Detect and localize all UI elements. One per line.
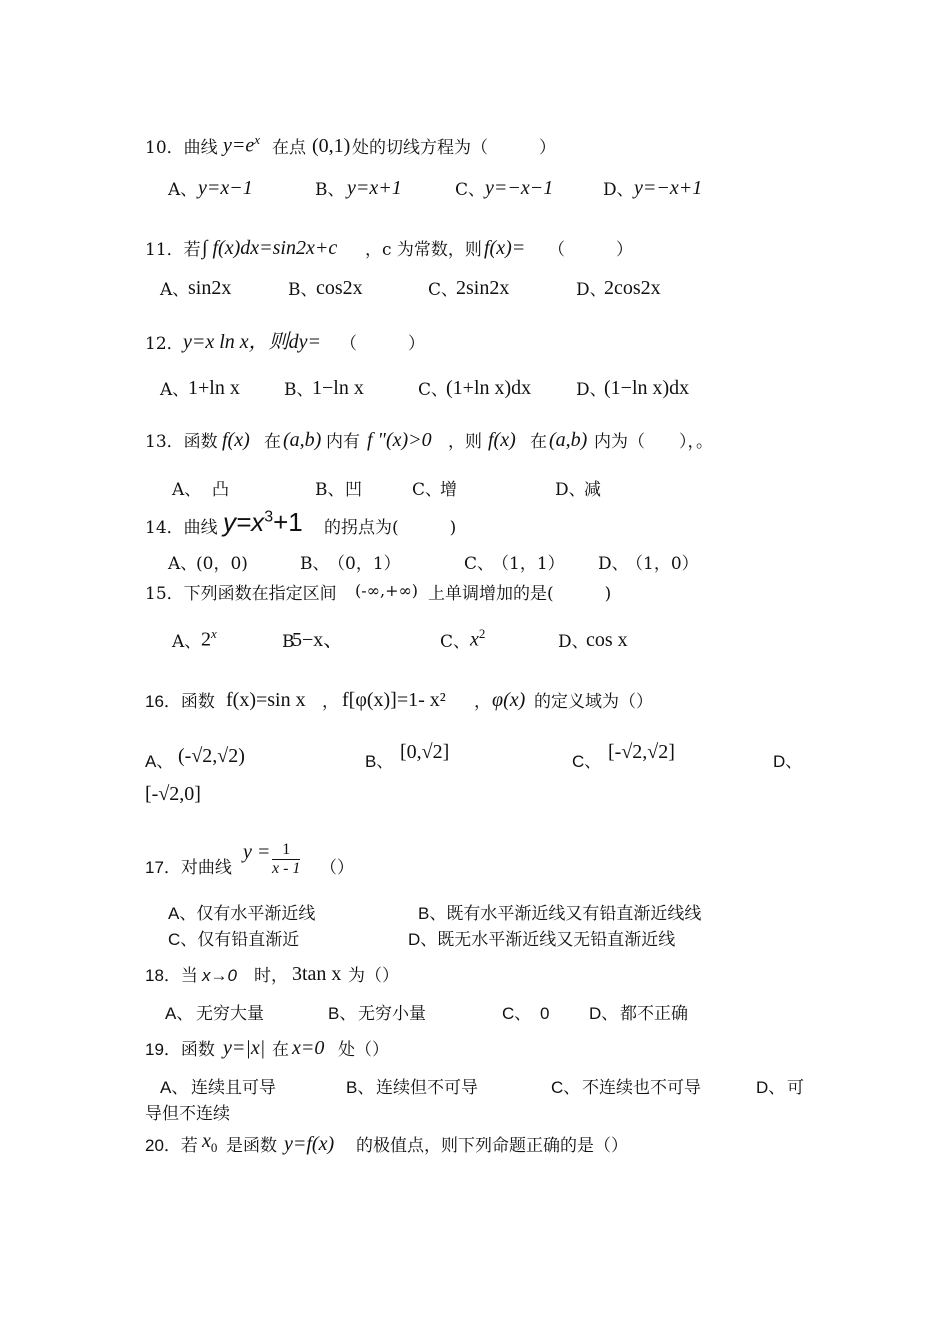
q18-opt-a: 无穷大量 [196,1004,264,1023]
question-14 [0,508,950,544]
q19-wrap [0,1094,950,1130]
q10-opt-c-letter: C、 [455,180,486,200]
q17-options-row2 [0,920,950,956]
q13-t4: 在 [530,432,547,452]
q15-opt-d: cos x [586,629,628,651]
q12-opt-b: 1−ln x [312,377,364,399]
q16-stem: 16．函数 [145,692,215,711]
q18-options [0,994,950,1030]
q13-opt-a: 凸 [212,480,229,500]
q13-t1: 在 [264,432,281,452]
q16-opt-b-letter: B、 [365,752,394,771]
q18-expr2: 3tan x [292,963,342,985]
question-11 [0,230,950,266]
question-12 [0,324,950,360]
q15-opt-c: $x^2$ [470,626,486,651]
q19-opt-c-letter: C、 [551,1078,581,1097]
q11-opt-a: sin2x [188,277,232,299]
q20-mid: 是函数 [226,1136,277,1156]
q11-mid: ，c 为常数，则 [365,240,482,260]
q15-opt-d-letter: D、 [558,632,589,652]
q15-opt-a-letter: A、 [172,632,202,652]
q19-expr: y=|x| [223,1037,266,1059]
q19-opt-c: 不连续也不可导 [582,1078,701,1097]
q18-mid: 时， [254,966,288,986]
q16-opt-d: [-√2,0] [145,783,201,805]
q10-opt-d-letter: D、 [603,180,634,200]
q13-opt-c-letter: C、 [412,480,443,500]
q19-tail: 处（） [338,1040,389,1060]
q13-opt-c: 增 [440,480,457,500]
q17-fraction [272,841,300,878]
q11-opt-c: 2sin2x [456,277,510,299]
q13-stem: 13．函数 [145,432,218,452]
q18-opt-b: 无穷小量 [358,1004,426,1023]
q16-opt-d-letter: D、 [773,752,803,771]
q15-interval: (-∞,+∞) [355,581,419,600]
q11-opt-c-letter: C、 [428,280,459,300]
q14-stem: 14．曲线 [145,518,218,538]
q20-expr: $x_0$ [202,1130,218,1155]
question-10 [0,128,950,164]
q18-opt-c-letter: C、 [502,1004,532,1023]
q14-tail: 的拐点为( ) [324,518,457,538]
q19-opt-b-letter: B、 [346,1078,375,1097]
q13-e5: (a,b) [549,429,588,451]
q17-tail: （） [320,858,354,878]
q16-t1: ， [322,692,339,712]
q11-tail: （ ） [548,240,633,260]
question-20 [0,1126,950,1162]
question-17 [0,840,950,884]
q13-opt-b: 凹 [345,480,362,500]
q15-opt-c-letter: C、 [440,632,471,652]
q13-t2: 内有 [326,432,360,452]
q10-opt-d: y=−x+1 [634,177,703,199]
q12-opt-b-letter: B、 [284,380,314,400]
q17-lhs: y = [243,841,271,863]
question-13 [0,422,950,458]
q19-opt-d-letter: D、 [756,1078,786,1097]
q12-opt-c: (1+ln x)dx [446,377,532,399]
q16-opt-b: [0,√2] [400,741,450,763]
q20-stem: 20．若 [145,1136,198,1155]
q15-tail: 上单调增加的是( ) [428,584,612,604]
q15-opt-a: 2$^x$ [201,626,217,651]
question-16 [0,682,950,718]
q13-t3: ，则 [448,432,482,452]
q19-expr2: x=0 [292,1037,325,1059]
q14-opt-b: （0，1） [328,554,401,574]
q17-opt-b: B、既有水平渐近线又有铅直渐近线线 [418,904,702,923]
q11-opt-d-letter: D、 [576,280,607,300]
q16-t2: ， [474,692,491,712]
q20-expr2: y=f(x) [284,1133,335,1155]
q15-options [0,622,950,658]
question-19 [0,1030,950,1066]
q13-e1: f(x) [222,429,250,451]
q14-opt-b-letter: B、 [300,554,330,574]
q10-point: (0,1) [312,135,351,157]
q14-opt-c: （1，1） [492,554,565,574]
q16-options [0,738,950,778]
q16-e3: φ(x) [492,689,526,711]
q10-stem: 10．曲线 [145,138,218,158]
q11-expr2: f(x)= [484,237,526,259]
q12-opt-a-letter: A、 [160,380,190,400]
q16-tail: 的定义域为（） [534,692,653,712]
question-18 [0,956,950,992]
q17-stem: 17．对曲线 [145,858,232,877]
q16-opt-c-letter: C、 [572,752,602,771]
q17-opt-a: A、仅有水平渐近线 [168,904,316,923]
q18-expr: x→0 [202,966,237,985]
question-15 [0,574,950,610]
q11-stem: 11．若 [145,240,201,260]
q19-opt-a: 连续且可导 [191,1078,276,1097]
q17-opt-d: D、既无水平渐近线又无铅直渐近线 [408,930,676,949]
q16-e1: f(x)=sin x [226,689,306,711]
q12-stem: 12． [145,334,184,354]
q18-opt-d-letter: D、 [589,1004,619,1023]
q16-options-wrap [0,776,950,812]
q18-stem: 18．当 [145,966,198,985]
q18-opt-c: 0 [540,1004,550,1023]
q12-options [0,370,950,406]
q14-opt-a-letter: A、 [168,554,198,574]
q13-options [0,470,950,506]
q13-e4: f(x) [488,429,516,451]
q19-mid: 在 [272,1040,289,1060]
q16-opt-a-letter: A、 [145,752,174,771]
q10-tail: 处的切线方程为（ ） [352,138,556,158]
q19-opt-a-letter: A、 [160,1078,189,1097]
q20-tail: 的极值点，则下列命题正确的是（） [356,1136,628,1156]
q11-opt-d: 2cos2x [604,277,661,299]
q14-opt-a: (0，0) [196,554,248,574]
q18-opt-b-letter: B、 [328,1004,357,1023]
q12-opt-d-letter: D、 [576,380,607,400]
q19-opt-d: 可 [787,1078,804,1097]
q14-opt-d-letter: D、 [598,554,629,574]
q10-opt-b: y=x+1 [347,177,402,199]
q10-opt-a: y=x−1 [198,177,253,199]
q15-opt-b-letter: B [282,632,295,652]
q10-options [0,170,950,206]
q10-mid: 在点 [272,138,306,158]
q12-tail: （ ） [340,334,425,354]
q18-opt-d: 都不正确 [620,1004,688,1023]
q11-opt-b-letter: B、 [288,280,318,300]
q10-opt-b-letter: B、 [315,180,345,200]
q17-denominator: x - 1 [272,860,301,877]
q13-opt-a-letter: A、 [172,480,202,500]
q13-e2: (a,b) [283,429,322,451]
q11-opt-a-letter: A、 [160,280,190,300]
q10-expr: $y=e^x$ [223,132,261,157]
q14-opt-d: （1，0） [626,554,699,574]
q19-opt-d-continued: 导但不连续 [145,1104,230,1123]
q13-opt-d: 减 [584,480,601,500]
q13-opt-b-letter: B、 [315,480,345,500]
q17-numerator: 1 [272,841,300,860]
q11-opt-b: cos2x [316,277,363,299]
q10-opt-a-letter: A、 [168,180,198,200]
q12-expr: y=x ln x，则dy= [183,331,322,353]
q19-stem: 19．函数 [145,1040,215,1059]
q13-opt-d-letter: D、 [555,480,586,500]
q12-opt-d: (1−ln x)dx [604,377,690,399]
q12-opt-c-letter: C、 [418,380,449,400]
q10-opt-c: y=−x−1 [485,177,554,199]
q18-tail: 为（） [348,966,399,986]
q18-opt-a-letter: A、 [165,1004,194,1023]
q14-expr: $y=x^3+1$ [223,507,303,537]
q12-opt-a: 1+ln x [188,377,240,399]
q19-opt-b: 连续但不可导 [376,1078,478,1097]
q15-opt-b: 5−x、 [292,629,344,651]
q16-e2: f[φ(x)]=1- x² [342,689,446,711]
q17-opt-c: C、仅有铅直渐近 [168,930,300,949]
q14-opt-c-letter: C、 [464,554,495,574]
q15-stem: 15．下列函数在指定区间 [145,584,337,604]
q16-opt-c: [-√2,√2] [608,741,675,763]
q13-t5: 内为（ ），。 [594,432,713,452]
q13-e3: f "(x)>0 [367,429,432,451]
q11-options [0,270,950,306]
q11-expr: ∫ f(x)dx=sin2x+c [202,237,338,259]
q16-opt-a: (-√2,√2) [178,745,245,767]
